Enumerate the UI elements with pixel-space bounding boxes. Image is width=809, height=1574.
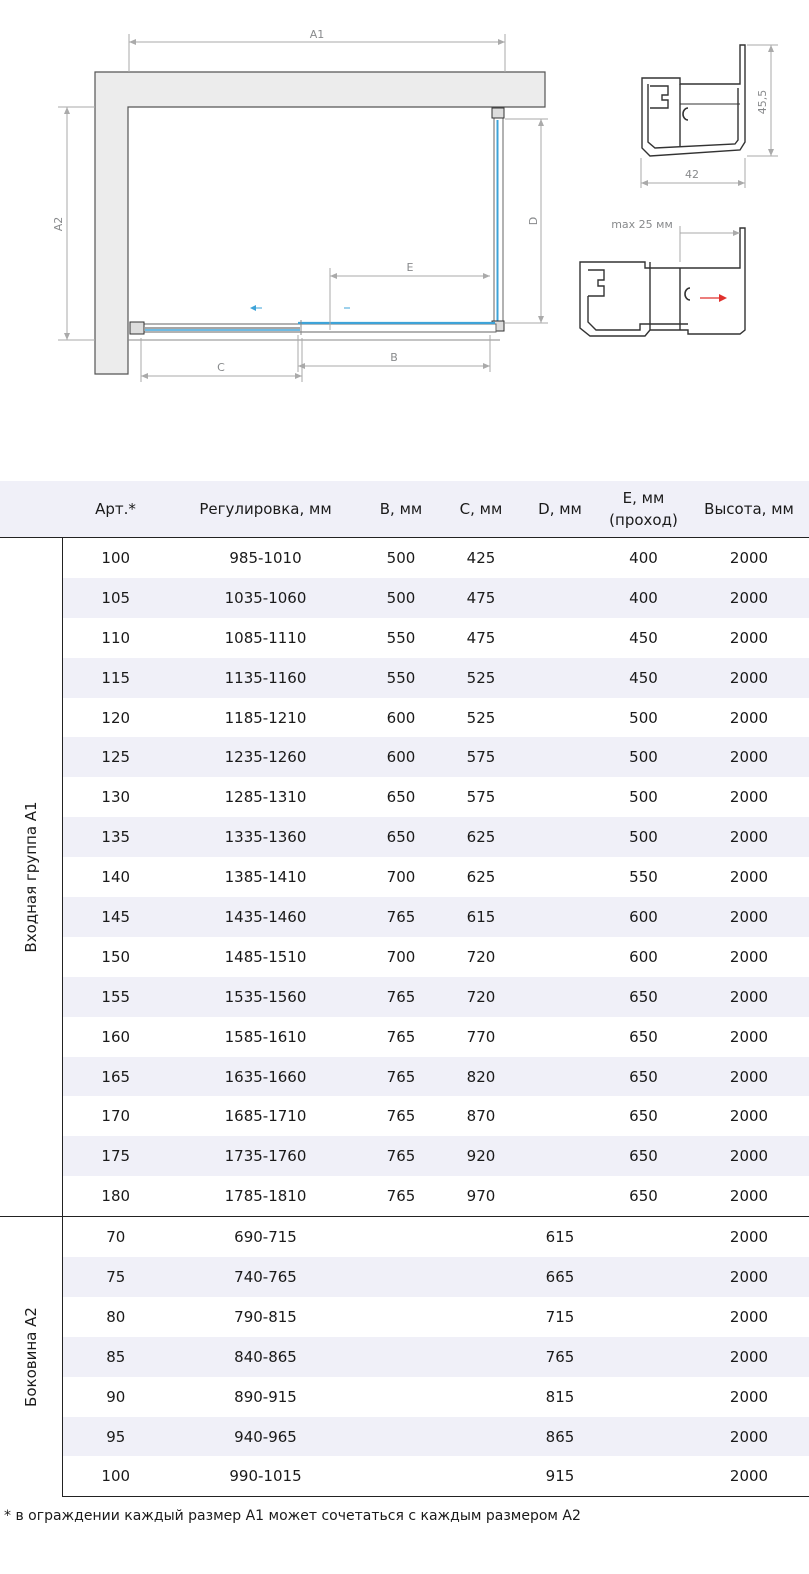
table-row: [0, 897, 809, 937]
cell-d: [522, 777, 598, 817]
cell-e: 450: [598, 618, 689, 658]
cell-c: 525: [440, 698, 522, 738]
cell-art: 160: [62, 1017, 169, 1057]
cell-c: 615: [440, 897, 522, 937]
table-row: [0, 1257, 809, 1297]
cell-art: 95: [62, 1417, 169, 1457]
cell-c: [440, 1297, 522, 1337]
cell-b: 765: [362, 977, 440, 1017]
cell-d: [522, 658, 598, 698]
cell-art: 100: [62, 1456, 169, 1496]
cell-adjust: 1185-1210: [169, 698, 362, 738]
front-glass-panels: [130, 320, 496, 335]
cell-d: [522, 1017, 598, 1057]
cell-d: [522, 538, 598, 578]
cell-e: 650: [598, 1017, 689, 1057]
cell-art: 155: [62, 977, 169, 1017]
cell-adjust: 1685-1710: [169, 1096, 362, 1136]
profile-section-2: [580, 228, 745, 336]
cell-adjust: 1235-1260: [169, 737, 362, 777]
cell-c: 575: [440, 737, 522, 777]
dimension-c: [141, 338, 302, 382]
cell-c: 525: [440, 658, 522, 698]
table-row: [0, 1297, 809, 1337]
cell-c: 720: [440, 937, 522, 977]
cell-adjust: 690-715: [169, 1217, 362, 1257]
slide-direction-arrow: [250, 305, 350, 311]
cell-d: 665: [522, 1257, 598, 1297]
cell-h: 2000: [689, 777, 809, 817]
cell-b: 765: [362, 1096, 440, 1136]
cell-e: 450: [598, 658, 689, 698]
cell-c: 770: [440, 1017, 522, 1057]
cell-c: [440, 1417, 522, 1457]
profile-section-1: [642, 45, 745, 156]
table-row: [0, 1377, 809, 1417]
cell-b: [362, 1297, 440, 1337]
table-row: [0, 1136, 809, 1176]
cell-c: [440, 1257, 522, 1297]
cell-e: 650: [598, 1096, 689, 1136]
dimension-e: [330, 268, 490, 330]
table-row: [0, 1337, 809, 1377]
cell-h: 2000: [689, 857, 809, 897]
table-row: [0, 737, 809, 777]
table-row: [0, 1057, 809, 1097]
cell-c: 970: [440, 1176, 522, 1216]
cell-d: [522, 1136, 598, 1176]
cell-h: 2000: [689, 1217, 809, 1257]
cell-art: 140: [62, 857, 169, 897]
cell-d: [522, 857, 598, 897]
cell-h: 2000: [689, 897, 809, 937]
cell-d: [522, 1096, 598, 1136]
cell-art: 115: [62, 658, 169, 698]
cell-b: 650: [362, 777, 440, 817]
cell-b: 700: [362, 937, 440, 977]
cell-adjust: 1085-1110: [169, 618, 362, 658]
label-a2: A2: [52, 216, 65, 232]
cell-art: 110: [62, 618, 169, 658]
cell-adjust: 1385-1410: [169, 857, 362, 897]
cell-b: 600: [362, 737, 440, 777]
cell-d: [522, 578, 598, 618]
cell-h: 2000: [689, 937, 809, 977]
cell-h: 2000: [689, 1297, 809, 1337]
header-adjust: Регулировка, мм: [169, 481, 362, 538]
cell-h: 2000: [689, 1176, 809, 1216]
table-row: [0, 618, 809, 658]
cell-adjust: 1435-1460: [169, 897, 362, 937]
cell-e: 600: [598, 937, 689, 977]
cell-adjust: 1535-1560: [169, 977, 362, 1017]
label-e: E: [406, 261, 414, 274]
cell-h: 2000: [689, 618, 809, 658]
cell-c: 870: [440, 1096, 522, 1136]
table-row: [0, 1017, 809, 1057]
technical-drawing: [0, 0, 809, 400]
side-glass-panel: [492, 108, 504, 331]
table-row: [0, 937, 809, 977]
cell-art: 175: [62, 1136, 169, 1176]
table-row: [0, 977, 809, 1017]
cell-h: 2000: [689, 737, 809, 777]
cell-d: [522, 977, 598, 1017]
cell-h: 2000: [689, 538, 809, 578]
cell-adjust: 1035-1060: [169, 578, 362, 618]
table-row: [0, 817, 809, 857]
cell-e: 500: [598, 737, 689, 777]
cell-art: 145: [62, 897, 169, 937]
cell-b: 765: [362, 1176, 440, 1216]
cell-b: 500: [362, 538, 440, 578]
cell-h: 2000: [689, 1417, 809, 1457]
dimension-max-gap: [680, 226, 740, 262]
cell-e: [598, 1377, 689, 1417]
cell-adjust: 1785-1810: [169, 1176, 362, 1216]
cell-e: 550: [598, 857, 689, 897]
cell-c: 625: [440, 817, 522, 857]
cell-d: 765: [522, 1337, 598, 1377]
label-c: C: [217, 361, 225, 374]
cell-h: 2000: [689, 1377, 809, 1417]
cell-art: 135: [62, 817, 169, 857]
cell-e: [598, 1456, 689, 1496]
cell-e: 650: [598, 1136, 689, 1176]
cell-h: 2000: [689, 1017, 809, 1057]
cell-b: [362, 1257, 440, 1297]
cell-adjust: 1485-1510: [169, 937, 362, 977]
cell-e: [598, 1297, 689, 1337]
cell-b: 550: [362, 658, 440, 698]
cell-adjust: 1135-1160: [169, 658, 362, 698]
cell-d: [522, 937, 598, 977]
cell-c: [440, 1217, 522, 1257]
cell-d: 815: [522, 1377, 598, 1417]
cell-art: 125: [62, 737, 169, 777]
cell-adjust: 1735-1760: [169, 1136, 362, 1176]
cell-e: 650: [598, 1057, 689, 1097]
cell-d: [522, 1057, 598, 1097]
cell-adjust: 1585-1610: [169, 1017, 362, 1057]
table-row: [0, 1096, 809, 1136]
cell-art: 85: [62, 1337, 169, 1377]
cell-d: [522, 737, 598, 777]
cell-art: 70: [62, 1217, 169, 1257]
table-row: [0, 658, 809, 698]
header-e: [598, 481, 689, 538]
cell-c: 575: [440, 777, 522, 817]
cell-h: 2000: [689, 698, 809, 738]
cell-d: [522, 897, 598, 937]
cell-b: 765: [362, 1017, 440, 1057]
table-row: [0, 1456, 809, 1496]
cell-c: 820: [440, 1057, 522, 1097]
cell-art: 180: [62, 1176, 169, 1216]
cell-adjust: 990-1015: [169, 1456, 362, 1496]
cell-d: 615: [522, 1217, 598, 1257]
cell-adjust: 1335-1360: [169, 817, 362, 857]
spec-table: [0, 481, 809, 1497]
cell-e: [598, 1417, 689, 1457]
cell-c: [440, 1377, 522, 1417]
cell-e: 500: [598, 777, 689, 817]
table-row: [0, 1176, 809, 1216]
cell-b: 765: [362, 897, 440, 937]
cell-art: 75: [62, 1257, 169, 1297]
cell-d: [522, 618, 598, 658]
cell-adjust: 1285-1310: [169, 777, 362, 817]
cell-e: 650: [598, 1176, 689, 1216]
cell-c: 425: [440, 538, 522, 578]
cell-c: 720: [440, 977, 522, 1017]
cell-b: [362, 1217, 440, 1257]
cell-c: 920: [440, 1136, 522, 1176]
cell-adjust: 790-815: [169, 1297, 362, 1337]
cell-h: 2000: [689, 658, 809, 698]
cell-e: [598, 1217, 689, 1257]
cell-art: 150: [62, 937, 169, 977]
cell-d: 715: [522, 1297, 598, 1337]
label-profile-width: 42: [685, 168, 699, 181]
cell-h: 2000: [689, 1057, 809, 1097]
cell-h: 2000: [689, 1456, 809, 1496]
cell-b: 765: [362, 1057, 440, 1097]
cell-art: 130: [62, 777, 169, 817]
cell-art: 105: [62, 578, 169, 618]
cell-b: 600: [362, 698, 440, 738]
cell-d: 865: [522, 1417, 598, 1457]
cell-adjust: 740-765: [169, 1257, 362, 1297]
table-header-row: [0, 481, 809, 538]
header-height: Высота, мм: [689, 481, 809, 538]
cell-d: 915: [522, 1456, 598, 1496]
table-row: [0, 698, 809, 738]
label-d: D: [527, 216, 540, 226]
cell-adjust: 890-915: [169, 1377, 362, 1417]
group-label: Входная группа A1: [21, 801, 40, 953]
cell-h: 2000: [689, 977, 809, 1017]
table-row: [0, 777, 809, 817]
label-max-gap: max 25 мм: [611, 218, 673, 231]
group-label: Боковина A2: [21, 1307, 40, 1407]
group-a2: [0, 1217, 809, 1497]
cell-adjust: 840-865: [169, 1337, 362, 1377]
table-row: [0, 857, 809, 897]
table-row: [0, 578, 809, 618]
cell-art: 120: [62, 698, 169, 738]
cell-d: [522, 817, 598, 857]
header-c: C, мм: [440, 481, 522, 538]
cell-c: 475: [440, 618, 522, 658]
cell-b: [362, 1456, 440, 1496]
header-e-line1: E, мм: [622, 489, 665, 507]
movement-arrow: [700, 294, 727, 302]
header-empty: [0, 481, 62, 538]
cell-h: 2000: [689, 1136, 809, 1176]
group-label-cell: [0, 1217, 62, 1497]
cell-e: 500: [598, 698, 689, 738]
cell-adjust: 1635-1660: [169, 1057, 362, 1097]
cell-b: 500: [362, 578, 440, 618]
cell-b: [362, 1377, 440, 1417]
header-e-line2: (проход): [609, 511, 678, 529]
label-a1: A1: [309, 28, 325, 41]
cell-b: 550: [362, 618, 440, 658]
cell-e: 500: [598, 817, 689, 857]
cell-e: 400: [598, 578, 689, 618]
group-a1: [0, 538, 809, 1217]
cell-b: [362, 1417, 440, 1457]
cell-e: 650: [598, 977, 689, 1017]
cell-art: 170: [62, 1096, 169, 1136]
cell-e: [598, 1257, 689, 1297]
cell-c: 625: [440, 857, 522, 897]
cell-h: 2000: [689, 817, 809, 857]
cell-art: 90: [62, 1377, 169, 1417]
cell-h: 2000: [689, 1096, 809, 1136]
cell-adjust: 985-1010: [169, 538, 362, 578]
cell-art: 100: [62, 538, 169, 578]
header-art: Арт.*: [62, 481, 169, 538]
cell-b: 650: [362, 817, 440, 857]
table-row: [0, 1417, 809, 1457]
cell-d: [522, 1176, 598, 1216]
cell-h: 2000: [689, 1337, 809, 1377]
cell-adjust: 940-965: [169, 1417, 362, 1457]
cell-e: [598, 1337, 689, 1377]
cell-art: 80: [62, 1297, 169, 1337]
group-label-cell: [0, 538, 62, 1217]
cell-b: [362, 1337, 440, 1377]
header-d: D, мм: [522, 481, 598, 538]
label-b: B: [390, 351, 398, 364]
cell-b: 765: [362, 1136, 440, 1176]
footnote: * в ограждении каждый размер A1 может сочетаться с каждым размером A2: [4, 1508, 581, 1524]
header-b: B, мм: [362, 481, 440, 538]
cell-c: [440, 1337, 522, 1377]
table-row: [0, 1217, 809, 1257]
cell-h: 2000: [689, 1257, 809, 1297]
cell-c: 475: [440, 578, 522, 618]
cell-c: [440, 1456, 522, 1496]
cell-art: 165: [62, 1057, 169, 1097]
cell-e: 600: [598, 897, 689, 937]
table-row: [0, 538, 809, 578]
label-profile-height: 45,5: [756, 89, 769, 115]
cell-b: 700: [362, 857, 440, 897]
cell-d: [522, 698, 598, 738]
cell-e: 400: [598, 538, 689, 578]
cell-h: 2000: [689, 578, 809, 618]
